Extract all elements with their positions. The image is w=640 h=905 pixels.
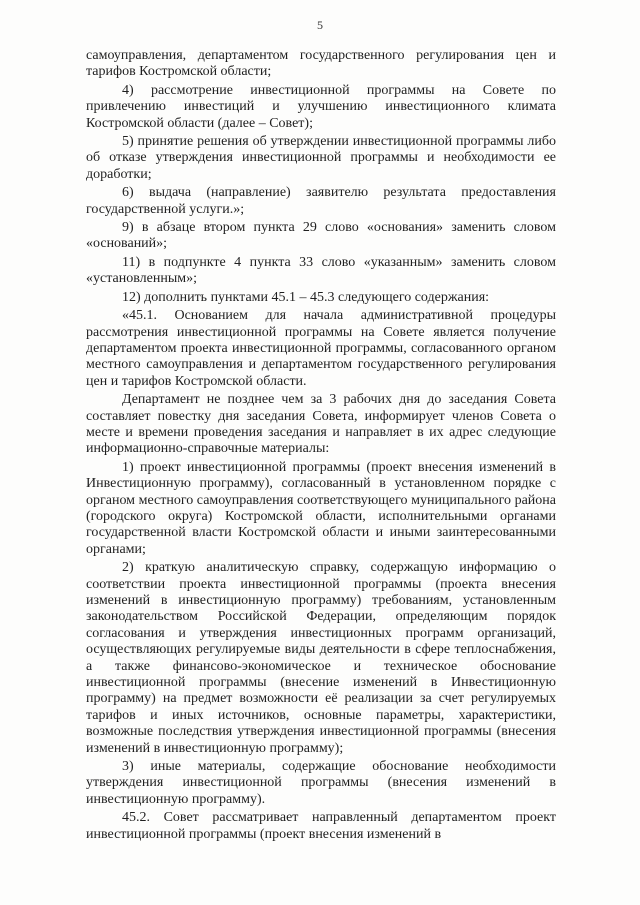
paragraph: «45.1. Основанием для начала административной процедуры рассмотрения инвестиционной программы на Совете является получение департаментом проекта инвестиционной программы, согласованного органом местного самоуправления и департаментом государственного регулирования цен и тарифов Костромской области. (86, 308, 556, 389)
paragraph: 1) проект инвестиционной программы (проект внесения изменений в Инвестиционную программу), согласованный в установленном порядке с органом местного самоуправления соответствующего муниципального района (городского округа) Костромской области, исполнительными органами государственной власти Костромской области и иными заинтересованными органами; (86, 459, 556, 557)
paragraph: 3) иные материалы, содержащие обоснование необходимости утверждения инвестиционной программы (внесения изменений в инвестиционную программу). (86, 759, 556, 807)
paragraph: 45.2. Совет рассматривает направленный департаментом проект инвестиционной программы (проект внесения изменений в (86, 810, 556, 842)
paragraph: 6) выдача (направление) заявителю результата предоставления государственной услуги.»; (86, 185, 556, 217)
paragraph: 5) принятие решения об утверждении инвестиционной программы либо об отказе утверждения инвестиционной программы и необходимости ее доработки; (86, 134, 556, 182)
document-body (86, 48, 556, 843)
paragraph: Департамент не позднее чем за 3 рабочих дня до заседания Совета составляет повестку дня заседания Совета, информирует членов Совета о месте и времени проведения заседания и направляет в их адрес следующие информационно-справочные материалы: (86, 392, 556, 457)
page-number: 5 (317, 18, 323, 32)
paragraph: 9) в абзаце втором пункта 29 слово «основания» заменить словом «оснований»; (86, 220, 556, 252)
paragraph: 4) рассмотрение инвестиционной программы на Совете по привлечению инвестиций и улучшению инвестиционного климата Костромской области (далее – Совет); (86, 82, 556, 131)
paragraph: 2) краткую аналитическую справку, содержащую информацию о соответствии проекта инвестиционной программы (проекта внесения изменений в инвестиционную программу) требованиям, установленным законодательством Российской Федерации, определяющим порядок согласования и утверждения инвестиционных программ организаций, осуществляющих регулируемые виды деятельности в сфере теплоснабжения, а также финансово-экономическое и техническое обоснование инвестиционной программы (внесение изменений в Инвестиционную программу) на предмет возможности её реализации за счет регулируемых тарифов и иных источников, основные параметры, характеристики, возможные последствия утверждения инвестиционной программы (внесения изменений в инвестиционную программу); (86, 560, 556, 756)
paragraph: 11) в подпункте 4 пункта 33 слово «указанным» заменить словом «установленным»; (86, 254, 556, 287)
paragraph: 12) дополнить пунктами 45.1 – 45.3 следующего содержания: (122, 289, 490, 305)
paragraph: самоуправления, департаментом государственного регулирования цен и тарифов Костромской области; (86, 48, 556, 80)
